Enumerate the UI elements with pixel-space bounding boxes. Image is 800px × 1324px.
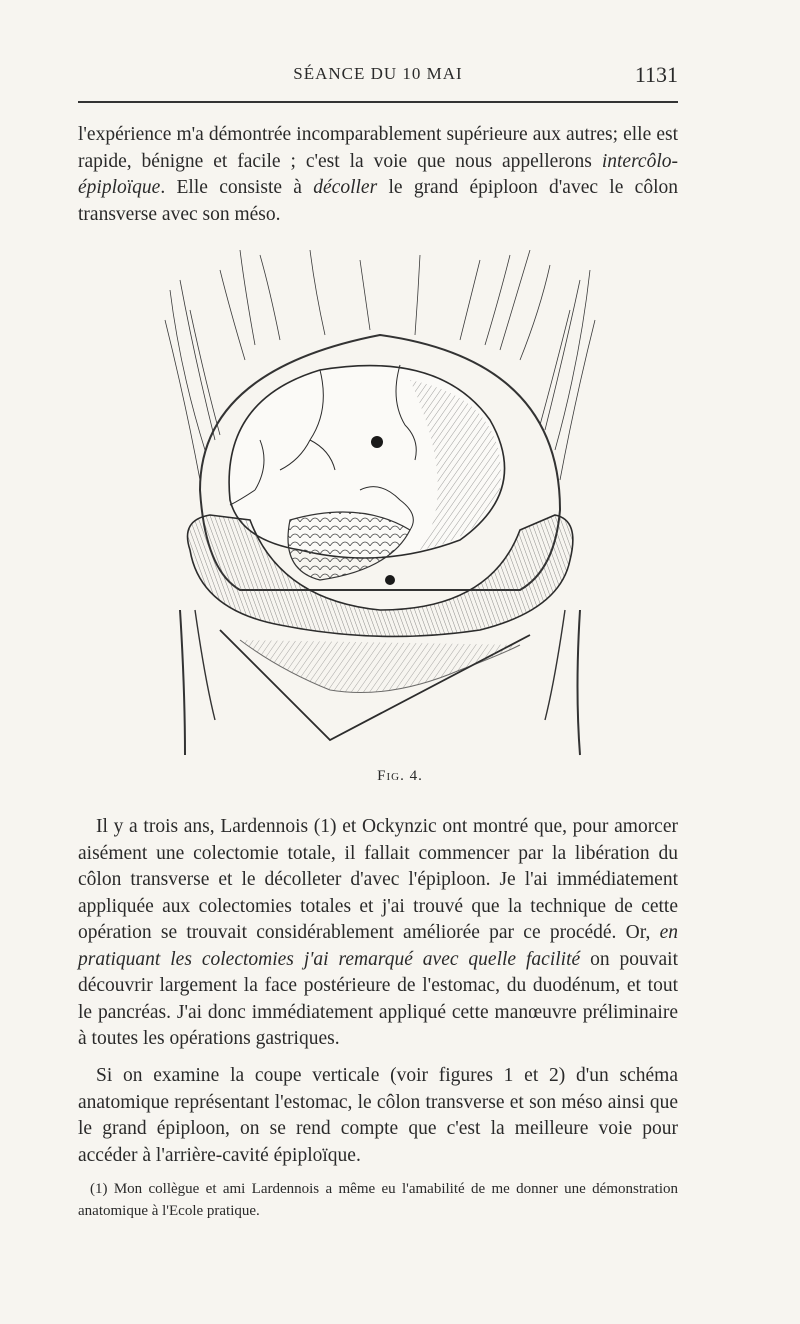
paragraph-3: Si on examine la coupe verticale (voir figures 1 et 2) d'un schéma anatomique représentant l'estomac, le côlon transverse et son méso ainsi que le grand épiploon, on se rend compte que c'est la meilleure voie pour accéder à l'arrière-cavité épiploïque. xyxy=(78,1065,678,1166)
paragraph-1-text-b: . Elle consiste à xyxy=(160,177,314,198)
anatomical-illustration xyxy=(160,250,600,760)
footnote: (1) Mon collègue et ami Lardennois a même eu l'amabilité de me donner une démonstration anatomique à l'Ecole pratique. xyxy=(78,1181,678,1219)
paragraph-1-text-a: l'expérience m'a démontrée incomparablement supérieure aux autres; elle est rapide, bénigne et facile ; c'est la voie que nous appellerons xyxy=(78,124,678,172)
paragraph-1-italic-b: décoller xyxy=(313,177,378,198)
page-number: 1131 xyxy=(634,62,678,87)
page-header xyxy=(78,62,678,92)
paragraph-2-italic: en pratiquant les colectomies j'ai remarqué avec quelle facilité xyxy=(78,922,678,970)
paragraph-2-text-b: on pouvait découvrir largement la face postérieure de l'estomac, du duodénum, et tout le pancréas. J'ai donc immédiatement appliqué cette manœuvre préliminaire à toutes les opérations gastriques. xyxy=(78,948,678,1049)
paragraph-2 xyxy=(78,814,678,1053)
illustration-drawing xyxy=(160,250,600,760)
header-rule xyxy=(78,101,678,103)
figure-caption: Fig. 4. xyxy=(377,768,423,784)
running-title: SÉANCE DU 10 MAI xyxy=(293,64,463,83)
paragraph-2-text-a: Il y a trois ans, Lardennois (1) et Ockynzic ont montré que, pour amorcer aisément une colectomie totale, il fallait commencer par la libération du côlon transverse et le décolleter d'avec l'épiploon. Je l'ai immédiatement appliquée aux colectomies totales et j'ai trouvé que la technique de cette opération se trouvait considérablement améliorée par ce procédé. Or, xyxy=(78,816,678,943)
paragraph-1 xyxy=(78,122,678,228)
paragraph-1-italic-a: intercôlo-épiploïque xyxy=(78,150,678,198)
paragraph-1-text-c: le grand épiploon d'avec le côlon transverse avec son méso. xyxy=(78,177,678,225)
